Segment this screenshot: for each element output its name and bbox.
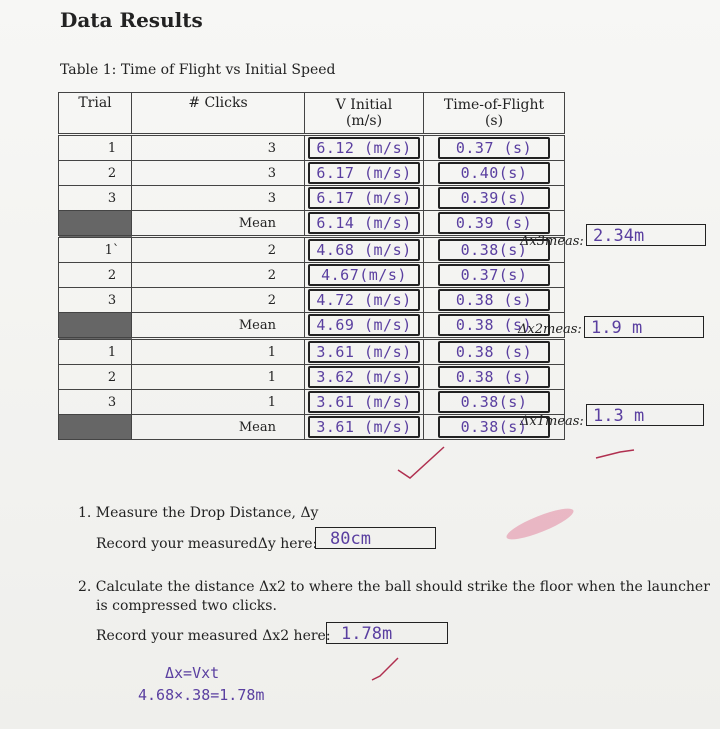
v-initial-value: 4.67(m/s) (308, 264, 420, 286)
question-2-record-label: Record your measured Δx2 here: (96, 628, 331, 644)
header-v-initial: V Initial (m/s) (305, 93, 424, 135)
question-2-line2: is compressed two clicks. (96, 598, 277, 614)
mean-v-value: 3.61 (m/s) (308, 416, 420, 438)
question-2-line1: 2. Calculate the distance Δx2 to where the ball should strike the floor when the launcher (78, 579, 710, 595)
clicks-cell: 1 (132, 390, 305, 415)
trial-cell: 2 (59, 365, 132, 390)
dx2-answer-box: 1.78m (326, 622, 448, 644)
v-initial-value: 4.68 (m/s) (308, 239, 420, 261)
mean-label: Mean (132, 415, 305, 440)
mean-tof-value: 0.38 (s) (438, 314, 550, 336)
trial-cell: 2 (59, 263, 132, 288)
trial-cell: 3 (59, 390, 132, 415)
tof-value: 0.39(s) (438, 187, 550, 209)
clicks-cell: 1 (132, 365, 305, 390)
tof-value: 0.37(s) (438, 264, 550, 286)
tof-value: 0.37 (s) (438, 137, 550, 159)
dx1-box: 1.3 m (586, 404, 704, 426)
trial-cell: 1 (59, 135, 132, 161)
clicks-cell: 1 (132, 339, 305, 365)
work-calculation: 4.68×.38=1.78m (138, 686, 265, 704)
clicks-cell: 3 (132, 161, 305, 186)
check-mark-table (398, 447, 444, 478)
tof-value: 0.38(s) (438, 239, 550, 261)
clicks-cell: 2 (132, 288, 305, 313)
v-initial-value: 6.17 (m/s) (308, 187, 420, 209)
mean-v-value: 4.69 (m/s) (308, 314, 420, 336)
dx2-label: Δx2meas: (518, 322, 582, 337)
question-1-record-label: Record your measuredΔy here: (96, 536, 318, 552)
trial-cell: 3 (59, 186, 132, 211)
mean-tof-value: 0.38(s) (438, 416, 550, 438)
dx1-label: Δx1meas: (520, 414, 584, 429)
tof-value: 0.38 (s) (438, 341, 550, 363)
trial-cell: 1` (59, 237, 132, 263)
header-clicks: # Clicks (132, 93, 305, 135)
work-formula: Δx=Vxt (165, 664, 220, 682)
ink-smudge (504, 503, 577, 545)
check-mark-measurement (596, 450, 634, 458)
mean-label: Mean (132, 313, 305, 339)
trial-cell: 2 (59, 161, 132, 186)
trial-cell: 1 (59, 339, 132, 365)
tof-value: 0.38(s) (438, 391, 550, 413)
table-caption: Table 1: Time of Flight vs Initial Speed (60, 62, 336, 78)
dx3-label: Δx3meas: (520, 234, 584, 249)
tof-value: 0.38 (s) (438, 366, 550, 388)
v-initial-value: 6.12 (m/s) (308, 137, 420, 159)
v-initial-value: 3.62 (m/s) (308, 366, 420, 388)
question-1: 1. Measure the Drop Distance, Δy (78, 505, 319, 521)
v-initial-value: 3.61 (m/s) (308, 341, 420, 363)
dx3-box: 2.34m (586, 224, 706, 246)
mean-v-value: 6.14 (m/s) (308, 212, 420, 234)
mean-label: Mean (132, 211, 305, 237)
drop-distance-answer-box: 80cm (315, 527, 436, 549)
clicks-cell: 3 (132, 135, 305, 161)
tof-value: 0.40(s) (438, 162, 550, 184)
clicks-cell: 3 (132, 186, 305, 211)
clicks-cell: 2 (132, 237, 305, 263)
check-mark-answer (372, 658, 398, 680)
clicks-cell: 2 (132, 263, 305, 288)
v-initial-value: 6.17 (m/s) (308, 162, 420, 184)
dx2-box: 1.9 m (584, 316, 704, 338)
header-time-of-flight: Time-of-Flight (s) (424, 93, 565, 135)
v-initial-value: 3.61 (m/s) (308, 391, 420, 413)
page-title: Data Results (60, 8, 203, 32)
trial-cell: 3 (59, 288, 132, 313)
header-trial: Trial (59, 93, 132, 135)
v-initial-value: 4.72 (m/s) (308, 289, 420, 311)
mean-tof-value: 0.39 (s) (438, 212, 550, 234)
tof-value: 0.38 (s) (438, 289, 550, 311)
